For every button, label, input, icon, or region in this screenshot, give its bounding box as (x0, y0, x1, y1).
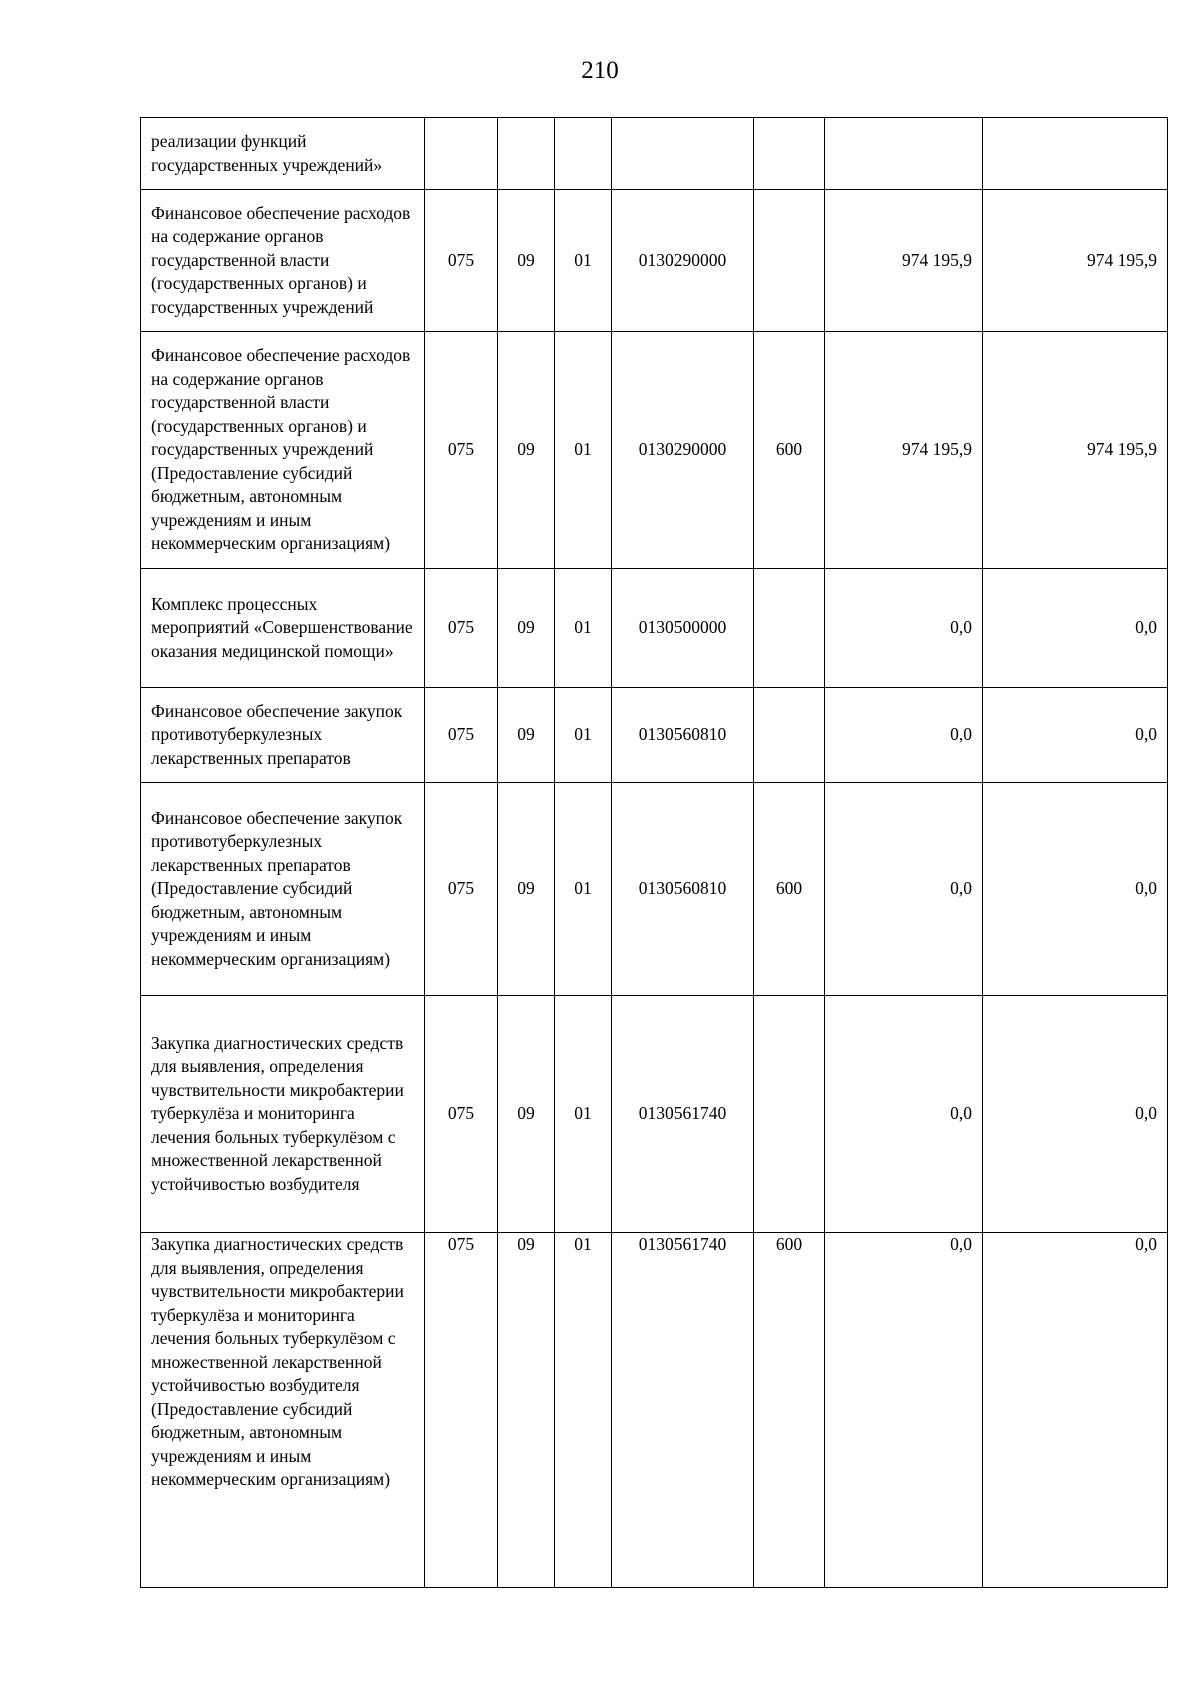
amount-cell (983, 118, 1168, 190)
row-name-cell: реализации функций государственных учреждений» (141, 118, 425, 190)
amount-cell (825, 118, 983, 190)
subsection-code-cell: 01 (555, 332, 612, 569)
table-row (141, 118, 1168, 190)
target-article-cell: 0130561740 (612, 996, 754, 1233)
subsection-code-cell: 01 (555, 783, 612, 996)
table-row (141, 996, 1168, 1233)
amount-cell: 0,0 (983, 1233, 1168, 1588)
target-article-cell: 0130560810 (612, 688, 754, 783)
section-code-cell (498, 118, 555, 190)
amount-cell: 0,0 (983, 783, 1168, 996)
target-article-cell: 0130290000 (612, 332, 754, 569)
expense-type-cell (754, 996, 825, 1233)
expense-type-cell (754, 569, 825, 688)
target-article-cell: 0130290000 (612, 190, 754, 332)
amount-cell: 974 195,9 (825, 332, 983, 569)
subsection-code-cell (555, 118, 612, 190)
section-code-cell: 09 (498, 332, 555, 569)
subsection-code-cell: 01 (555, 190, 612, 332)
table-row (141, 1233, 1168, 1588)
section-code-cell: 09 (498, 1233, 555, 1588)
ministry-code-cell: 075 (425, 996, 498, 1233)
expense-type-cell: 600 (754, 332, 825, 569)
subsection-code-cell: 01 (555, 569, 612, 688)
section-code-cell: 09 (498, 688, 555, 783)
amount-cell: 0,0 (825, 783, 983, 996)
table-row (141, 332, 1168, 569)
amount-cell: 974 195,9 (983, 332, 1168, 569)
section-code-cell: 09 (498, 569, 555, 688)
table-row (141, 569, 1168, 688)
amount-cell: 0,0 (825, 569, 983, 688)
section-code-cell: 09 (498, 190, 555, 332)
table-row (141, 783, 1168, 996)
ministry-code-cell: 075 (425, 783, 498, 996)
amount-cell: 0,0 (825, 688, 983, 783)
amount-cell: 0,0 (825, 996, 983, 1233)
row-name-cell: Финансовое обеспечение расходов на содержание органов государственной власти (государственных органов) и государственных учреждений (141, 190, 425, 332)
amount-cell: 974 195,9 (983, 190, 1168, 332)
amount-cell: 974 195,9 (825, 190, 983, 332)
section-code-cell: 09 (498, 996, 555, 1233)
subsection-code-cell: 01 (555, 1233, 612, 1588)
expense-type-cell (754, 688, 825, 783)
amount-cell: 0,0 (825, 1233, 983, 1588)
row-name-cell: Финансовое обеспечение расходов на содержание органов государственной власти (государственных органов) и государственных учреждений (Предоставление субсидий бюджетным, автономным учреждениям и иным некоммерческим организациям) (141, 332, 425, 569)
target-article-cell: 0130561740 (612, 1233, 754, 1588)
amount-cell: 0,0 (983, 688, 1168, 783)
amount-cell: 0,0 (983, 569, 1168, 688)
page-number: 210 (581, 57, 619, 84)
row-name-cell: Финансовое обеспечение закупок противотуберкулезных лекарственных препаратов (141, 688, 425, 783)
target-article-cell: 0130500000 (612, 569, 754, 688)
expense-type-cell (754, 118, 825, 190)
ministry-code-cell: 075 (425, 190, 498, 332)
expense-type-cell: 600 (754, 783, 825, 996)
ministry-code-cell: 075 (425, 688, 498, 783)
row-name-cell: Закупка диагностических средств для выявления, определения чувствительности микробактерии туберкулёза и мониторинга лечения больных туберкулёзом с множественной лекарственной устойчивостью возбудителя (141, 996, 425, 1233)
target-article-cell: 0130560810 (612, 783, 754, 996)
row-name-cell: Финансовое обеспечение закупок противотуберкулезных лекарственных препаратов (Предоставление субсидий бюджетным, автономным учреждениям и иным некоммерческим организациям) (141, 783, 425, 996)
ministry-code-cell: 075 (425, 332, 498, 569)
expense-type-cell: 600 (754, 1233, 825, 1588)
ministry-code-cell: 075 (425, 1233, 498, 1588)
subsection-code-cell: 01 (555, 688, 612, 783)
row-name-cell: Закупка диагностических средств для выявления, определения чувствительности микробактерии туберкулёза и мониторинга лечения больных туберкулёзом с множественной лекарственной устойчивостью возбудителя (Предоставление субсидий бюджетным, автономным учреждениям и иным некоммерческим организациям) (141, 1233, 425, 1588)
table-row (141, 190, 1168, 332)
budget-table (140, 117, 1168, 1588)
expense-type-cell (754, 190, 825, 332)
table-row (141, 688, 1168, 783)
section-code-cell: 09 (498, 783, 555, 996)
row-name-cell: Комплекс процессных мероприятий «Совершенствование оказания медицинской помощи» (141, 569, 425, 688)
subsection-code-cell: 01 (555, 996, 612, 1233)
amount-cell: 0,0 (983, 996, 1168, 1233)
ministry-code-cell (425, 118, 498, 190)
target-article-cell (612, 118, 754, 190)
ministry-code-cell: 075 (425, 569, 498, 688)
